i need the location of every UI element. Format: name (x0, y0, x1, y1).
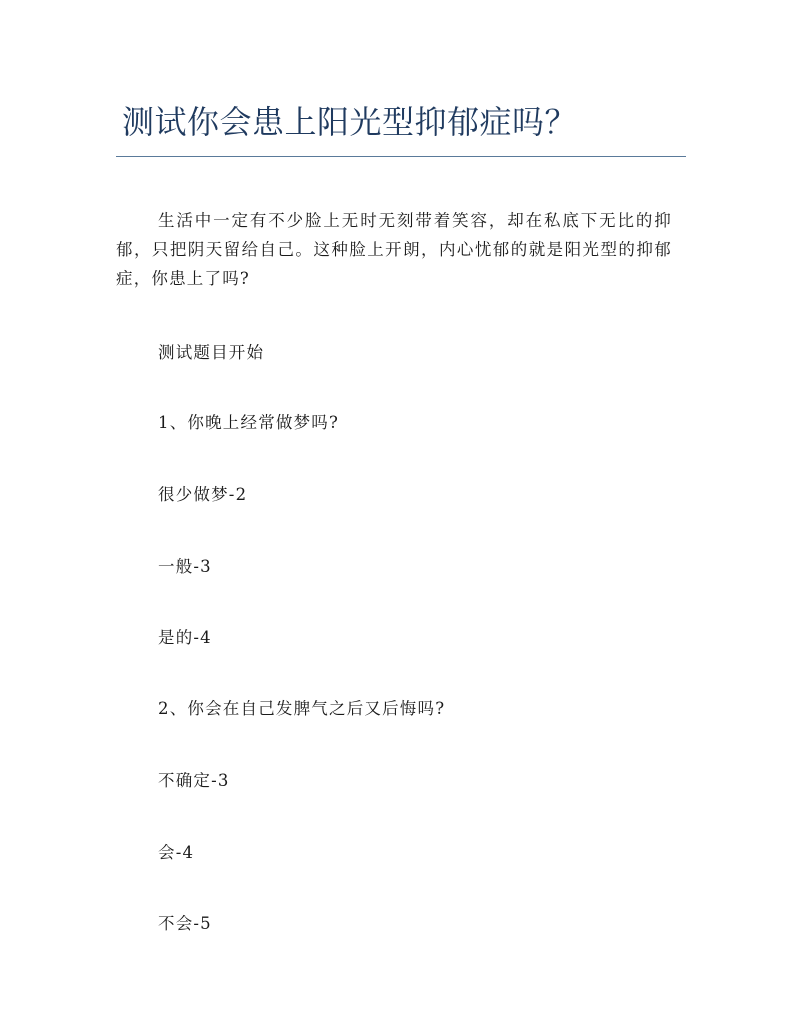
question-2: 2、你会在自己发脾气之后又后悔吗? (158, 699, 446, 718)
question-1-option-2: 一般-3 (158, 557, 212, 576)
question-2-option-2: 会-4 (158, 843, 195, 862)
page-title: 测试你会患上阳光型抑郁症吗？ (122, 103, 578, 141)
question-2-option-1: 不确定-3 (158, 771, 230, 790)
section-heading: 测试题目开始 (158, 343, 265, 362)
question-1: 1、你晚上经常做梦吗? (158, 413, 340, 432)
question-2-option-3: 不会-5 (158, 914, 212, 933)
intro-paragraph: 生活中一定有不少脸上无时无刻带着笑容，却在私底下无比的抑郁，只把阴天留给自己。这种脸上开朗，内心忧郁的就是阳光型的抑郁症，你患上了吗? (116, 211, 672, 288)
question-1-option-3: 是的-4 (158, 628, 212, 647)
question-1-option-1: 很少做梦-2 (158, 485, 248, 504)
title-divider (116, 156, 686, 157)
